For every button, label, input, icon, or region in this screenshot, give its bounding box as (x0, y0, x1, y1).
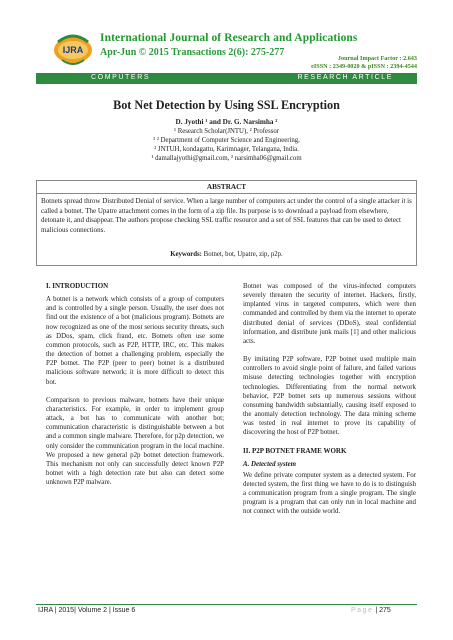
page-word: Page (351, 607, 374, 614)
keywords-label: Keywords: (170, 251, 202, 258)
subsection-heading: A. Detected system (243, 460, 297, 468)
issn-line: eISSN : 2349-0020 & pISSN : 2394-4544 (311, 63, 417, 70)
right-column (243, 282, 416, 526)
affiliation-line: ¹ Research Scholar(JNTU), ² Professor (173, 128, 280, 135)
affiliation-line: ² JNTUH, kondagattu, Karimnager, Telangana, India. (154, 146, 299, 153)
footer-journal-info: IJRA | 2015| Volume 2 | Issue 6 (38, 607, 136, 614)
journal-logo (52, 28, 94, 70)
abstract-text: Botnets spread throw Distributed Denial of service. When a large number of computers act under the control of a single attacker it is called a botnet. The Upatre attachment comes in the form of a zip file. Its purpose is to download a payload from elsewhere, detonate it, and disappear. The authors propose checking SSL traffic resource and a set of SSL features that can be used to detect malicious connections. (41, 197, 412, 234)
logo-text: IJRA (62, 45, 84, 55)
impact-factor: Journal Impact Factor : 2.643 (337, 55, 417, 62)
keywords (37, 251, 416, 258)
paragraph: Botnet was composed of the virus-infected computers severely threaten the security of internet. Hackers, firstly, implanted virus in targeted computers, which were then commanded and controlled by them via the internet to operate distributed denial of services (DDoS), steal confidential information, and distribute junk mails [1] and other malicious acts. (243, 283, 416, 345)
section-label: COMPUTERS (91, 74, 151, 81)
paragraph: We define private computer system as a detected system. For detected system, the first thing we have to do is to distinguish a communication program from a single program. The single program is a program that can only run in local machine and not connect with the outside world. (243, 471, 416, 516)
section-heading-introduction: I. INTRODUCTION (46, 282, 109, 290)
footer-page (351, 607, 391, 614)
section-heading-framework: II. P2P BOTNET FRAME WORK (243, 446, 347, 455)
affiliation-line: ¹ ² Department of Computer Science and Engineering, (153, 137, 300, 144)
authors: D. Jyothi ¹ and Dr. G. Narsimha ² (175, 118, 278, 126)
paper-title: Bot Net Detection by Using SSL Encryption (113, 98, 340, 112)
journal-title: International Journal of Research and Applications (100, 32, 358, 44)
left-column (46, 282, 224, 496)
page-number: | 275 (375, 607, 391, 614)
footer-rule (36, 604, 417, 605)
paragraph: A botnet is a network which consists of a group of computers and is controlled by a single person. Usually, the user does not find out the existence of a bot (malicious program). Botnets are now recognized as one of the most serious security threats, such as DDos, spam, click fraud, etc. Botnets often use some common protocols, such as P2P, HTTP, IRC, etc. This makes the detection of botnet a challenging problem, especially the P2P botnet. The P2P (peer to peer) botnet is a distributed malicious software network; it is more difficult to detect this bot. (46, 296, 224, 386)
abstract-heading: ABSTRACT (37, 181, 416, 194)
author-emails: ¹ damallajyothi@gmail.com, ² narsimha06@gmail.com (151, 155, 302, 162)
keywords-list: Botnet, bot, Upatre, zip, p2p. (203, 251, 283, 258)
paragraph: By imitating P2P software, P2P botnet used multiple main controllers to avoid single point of failure, and failed various misuse detecting technologies together with encryption technologies. Differentiating from the normal network behavior, P2P botnet sets up numerous sessions without consuming bandwidth substantially, causing itself exposed to the anomaly detection technology. The data mining scheme was tested in real internet to prove its capability of discovering the host of P2P botnet. (243, 356, 416, 437)
section-bar (36, 73, 417, 84)
journal-issue: Apr-Jun © 2015 Transactions 2(6): 275-277 (100, 47, 285, 58)
paragraph: Comparison to previous malware, botnets have their unique characteristics. For example, in order to implement group attack, a bot has to communicate with another bot; communication characteristic is distinguishable between a bot and a common single malware. Therefore, for p2p detection, we only consider the communication program in the local machine. We proposed a new general p2p botnet detection framework. This mechanism not only can successfully detect known P2P botnet with a high detection rate but also can detect some unknown P2P malware. (46, 396, 224, 487)
abstract-box (36, 180, 417, 266)
article-type-label: RESEARCH ARTICLE (297, 74, 393, 81)
